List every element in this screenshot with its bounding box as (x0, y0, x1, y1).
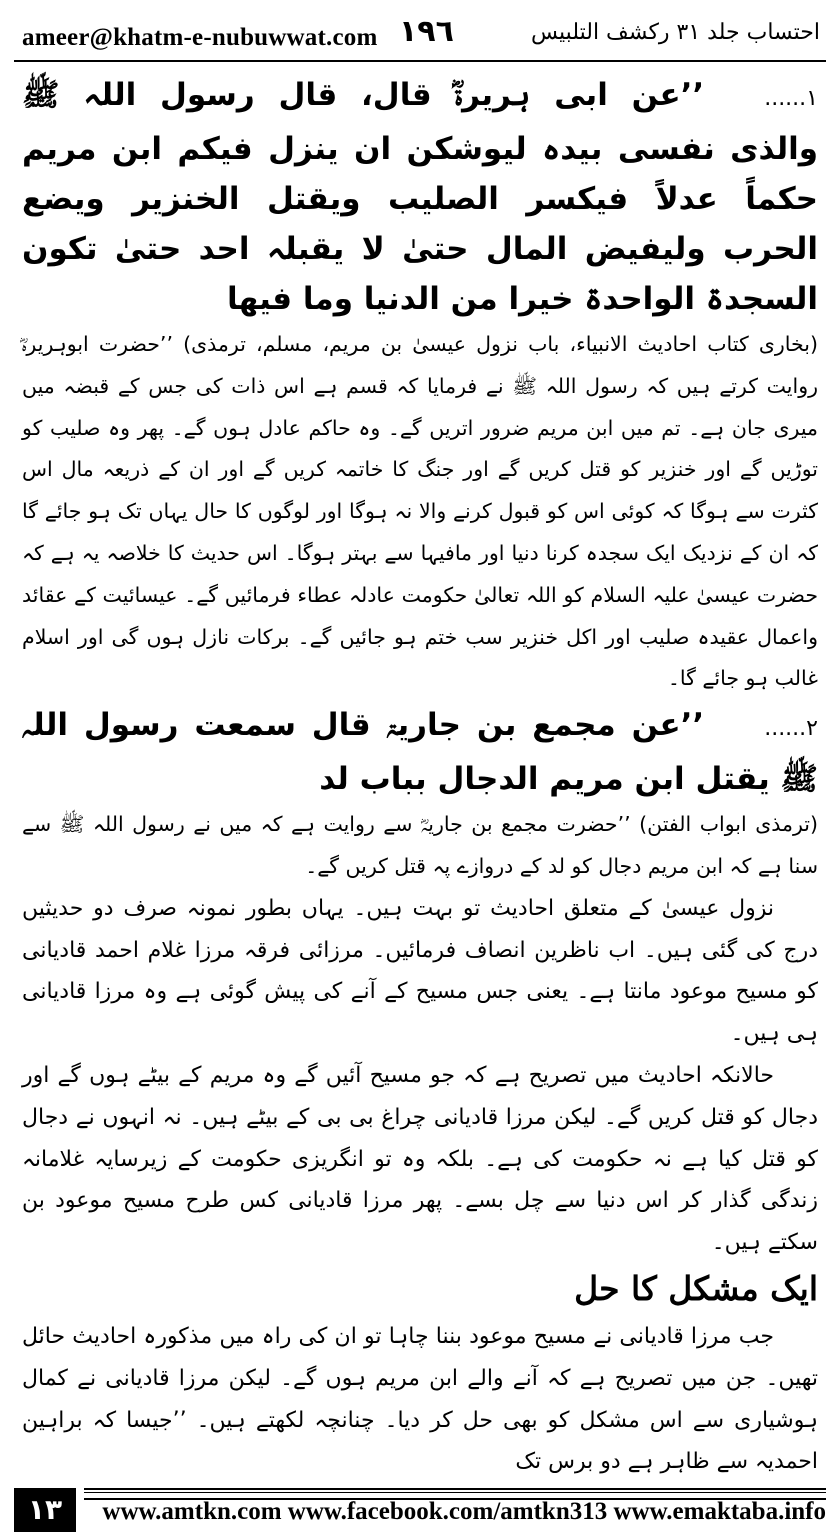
hadith-1-reference: (بخاری کتاب احادیث الانبیاء، باب نزول عیسیٰ بن مریم، مسلم، ترمذی) (183, 332, 818, 356)
header-email[interactable]: ameer@khatm-e-nubuwwat.com (22, 24, 378, 51)
page-body (22, 70, 818, 1483)
page-header (14, 12, 826, 52)
section-heading: ایک مشکل کا حل (574, 1268, 818, 1308)
page-footer (14, 1488, 826, 1532)
hadith-2-arabic-text: ’’عن مجمع بن جاریۃ قال سمعت رسول اللہ ﷺ یقتل ابن مریم الدجال بباب لد (22, 707, 818, 798)
hadith-2-number: ۲...... (764, 716, 818, 742)
header-book-title: احتساب جلد ۳۱ رکشف التلبیس (531, 20, 820, 45)
hadith-1-urdu-block (22, 324, 818, 700)
header-page-number: ١٩٦ (399, 14, 454, 49)
hadith-1-urdu-translation: ’’حضرت ابوہریرہؓ روایت کرتے ہیں کہ رسول اللہ ﷺ نے فرمایا کہ قسم ہے اس ذات کی جس کے قبضہ میں میری جان ہے۔ تم میں ابن مریم ضرور اتریں گے۔ وہ حاکم عادل ہوں گے۔ پھر وہ صلیب کو توڑیں گے اور خنزیر کو قتل کریں گے اور جنگ کا خاتمہ کریں گے اور ان کے ذریعہ مال اس کثرت سے ہوگا کہ کوئی اس کو قبول کرنے والا نہ ہوگا اور لوگوں کا حال یہاں تک ہو جائے گا کہ ان کے نزدیک ایک سجدہ کرنا دنیا اور مافیہا سے بہتر ہوگا۔ اس حدیث کا خلاصہ یہ ہے کہ حضرت عیسیٰ علیہ السلام کو اللہ تعالیٰ حکومت عادلہ عطاء فرمائیں گے۔ عیسائیت کے عقائد واعمال عقیدہ صلیب اور اکل خنزیر سب ختم ہو جائیں گے۔ برکات نازل ہوں گی اور اسلام غالب ہو جائے گا۔ (22, 332, 818, 691)
footer-website-links[interactable]: www.amtkn.com www.facebook.com/amtkn313 www.emaktaba.info (102, 1498, 826, 1525)
hadith-2-reference: (ترمذی ابواب الفتن) (639, 812, 818, 837)
hadith-2-arabic-block (22, 700, 818, 804)
paragraph-halanke: حالانکہ احادیث میں تصریح ہے کہ جو مسیح آئیں گے وہ مریم کے بیٹے ہوں گے اور دجال کو قتل کریں گے۔ لیکن مرزا قادیانی چراغ بی بی کے بیٹے ہیں۔ نہ انہوں نے دجال کو قتل کیا ہے نہ حکومت کی ہے۔ بلکہ وہ تو انگریزی حکومت کے زیرسایہ غلامانہ زندگی گذار کر اس دنیا سے چل بسے۔ پھر مرزا قادیانی کس طرح مسیح موعود بن سکتے ہیں۔ (22, 1062, 818, 1256)
header-rule (14, 60, 826, 62)
paragraph-mushkil: جب مرزا قادیانی نے مسیح موعود بننا چاہا تو ان کی راہ میں مذکورہ احادیث حائل تھیں۔ جن میں تصریح ہے کہ آنے والے ابن مریم ہوں گے۔ لیکن مرزا قادیانی نے کمال ہوشیاری سے اس مشکل کو بھی حل کر دیا۔ چنانچہ لکھتے ہیں۔ ’’جیسا کہ براہین احمدیہ سے ظاہر ہے دو برس تک (22, 1323, 818, 1475)
paragraph-nuzool: نزول عیسیٰ کے متعلق احادیث تو بہت ہیں۔ یہاں بطور نمونہ صرف دو حدیثیں درج کی گئی ہیں۔ اب ناظرین انصاف فرمائیں۔ مرزائی فرقہ مرزا غلام احمد قادیانی کو مسیح موعود مانتا ہے۔ یعنی جس مسیح کے آنے کی پیش گوئی ہے وہ مرزا قادیانی ہی ہیں۔ (22, 895, 818, 1047)
footer-volume-page: ۱۳ (14, 1488, 76, 1532)
hadith-1-arabic-text: ’’عن ابی ہریرۃؓ قال، قال رسول اللہ ﷺ والذی نفسی بیدہ لیوشکن ان ینزل فیکم ابن مریم حکماً عدلاً فیکسر الصلیب ویقتل الخنزیر ویضع الحرب ولیفیض المال حتیٰ لا یقبلہ احد حتیٰ تکون السجدۃ الواحدۃ خیرا من الدنیا وما فیھا (22, 77, 818, 317)
hadith-2-urdu-translation: ’’حضرت مجمع بن جاریہؓ سے روایت ہے کہ میں نے رسول اللہ ﷺ سے سنا ہے کہ ابن مریم دجال کو لد کے دروازے پہ قتل کریں گے۔ (22, 812, 818, 878)
hadith-1-arabic-block (22, 70, 818, 324)
hadith-2-urdu-block (22, 804, 818, 888)
hadith-1-number: ۱...... (764, 86, 818, 111)
